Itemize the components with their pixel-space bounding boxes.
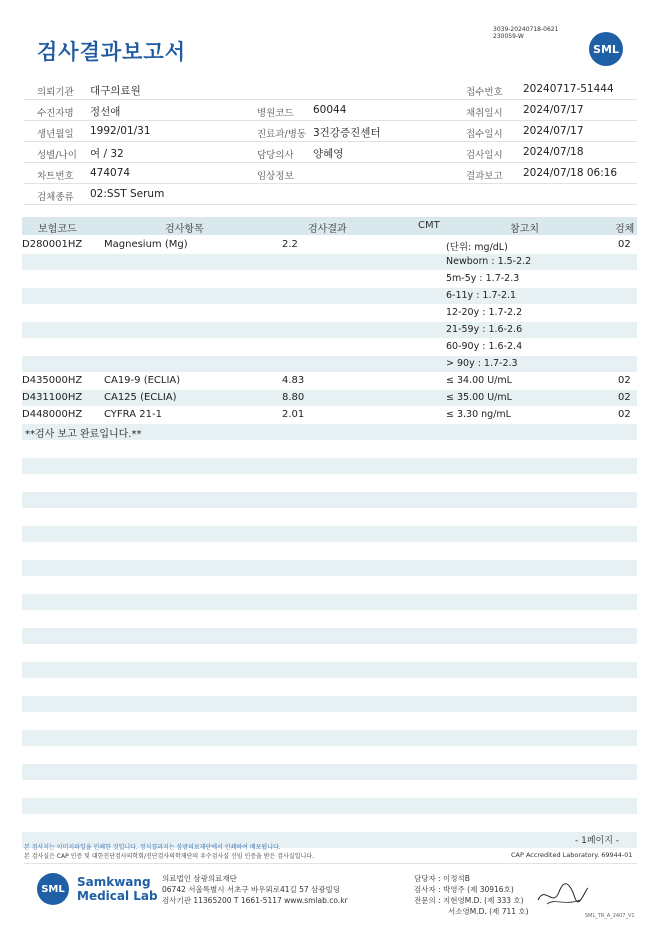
table-stripe-row: [22, 662, 637, 678]
table-stripe-row: [22, 730, 637, 746]
footer-divider: [24, 863, 637, 864]
table-stripe-row: [22, 322, 637, 338]
document-id: 3039-20240718-0621 230059-W: [493, 26, 559, 40]
row-code: D435000HZ: [22, 375, 83, 386]
info-value: 3건강증진센터: [313, 127, 381, 139]
info-label: 접수일시: [466, 129, 503, 140]
row-specimen: 02: [618, 392, 631, 403]
info-label: 검사일시: [466, 150, 503, 161]
row-reference: ≤ 3.30 ng/mL: [446, 409, 511, 420]
info-label: 의뢰기관: [37, 87, 74, 98]
header-reference: 참고치: [510, 224, 539, 235]
samkwang-logo-text: Samkwang Medical Lab: [77, 875, 158, 903]
row-reference: ≤ 35.00 U/mL: [446, 392, 512, 403]
row-specimen: 02: [618, 409, 631, 420]
form-id: SML_TR_A_2407_V1: [585, 913, 635, 919]
info-label: 임상정보: [257, 171, 294, 182]
info-label: 접수번호: [466, 87, 503, 98]
header-code: 보험코드: [38, 224, 77, 235]
row-reference: Newborn : 1.5-2.2: [446, 256, 532, 267]
row-code: D431100HZ: [22, 392, 83, 403]
info-value: 60044: [313, 104, 347, 116]
cap-accreditation: CAP Accredited Laboratory. 69944-01: [511, 851, 633, 859]
info-label: 차트번호: [37, 171, 74, 182]
row-specimen: 02: [618, 239, 631, 250]
info-value: 2024/07/17: [523, 125, 584, 137]
info-label: 진료과/병동: [257, 129, 307, 140]
staff-info: 담당자 : 이정석B 검사자 : 박영주 (제 30916호) 전문의 : 지현영M.D. (제 333 호) 서소영M.D. (제 711 호): [414, 874, 529, 916]
page-number: - 1페이지 -: [575, 836, 620, 846]
table-stripe-row: [22, 356, 637, 372]
table-stripe-row: [22, 628, 637, 644]
footer-note-print: 본 검사지는 이미지파일을 인쇄한 것입니다. 정식결과지는 삼광의료재단에서 인쇄하여 배포됩니다.: [24, 844, 281, 851]
info-value: 2024/07/18 06:16: [523, 167, 618, 179]
row-result: 8.80: [282, 392, 305, 403]
info-value: 대구의료원: [90, 85, 141, 97]
info-row-divider: [24, 141, 637, 142]
signature-image: [535, 880, 590, 910]
row-reference: ≤ 34.00 U/mL: [446, 375, 512, 386]
header-specimen: 검체: [615, 224, 635, 235]
info-row-divider: [24, 183, 637, 184]
row-result: 2.01: [282, 409, 305, 420]
info-value: 02:SST Serum: [90, 188, 165, 200]
info-label: 채취일시: [466, 108, 503, 119]
info-row-divider: [24, 204, 637, 205]
row-reference: 21-59y : 1.6-2.6: [446, 324, 523, 335]
header-item: 검사항목: [165, 224, 204, 235]
row-code: D448000HZ: [22, 409, 83, 420]
info-row-divider: [24, 99, 637, 100]
info-label: 병원코드: [257, 108, 294, 119]
table-stripe-row: [22, 594, 637, 610]
table-stripe-row: [22, 560, 637, 576]
row-reference: 12-20y : 1.7-2.2: [446, 307, 523, 318]
info-value: 2024/07/18: [523, 146, 584, 158]
report-complete-note: **검사 보고 완료입니다.**: [25, 429, 142, 440]
table-stripe-row: [22, 764, 637, 780]
info-label: 생년월일: [37, 129, 74, 140]
info-label: 담당의사: [257, 150, 294, 161]
table-stripe-row: [22, 288, 637, 304]
row-reference: > 90y : 1.7-2.3: [446, 358, 518, 369]
row-reference: 60-90y : 1.6-2.4: [446, 341, 523, 352]
table-stripe-row: [22, 458, 637, 474]
row-item: CA19-9 (ECLIA): [104, 375, 181, 386]
info-row-divider: [24, 162, 637, 163]
organization-info: 의료법인 삼광의료재단 06742 서울특별시 서초구 바우뫼로41길 57 삼광빌딩 검사기관 11365200 T 1661-5117 www.smlab.co.kr: [162, 874, 348, 905]
row-result: 4.83: [282, 375, 305, 386]
row-code: D280001HZ: [22, 239, 83, 250]
sml-logo: SML: [589, 32, 623, 66]
row-result: 2.2: [282, 239, 298, 250]
info-row-divider: [24, 120, 637, 121]
info-label: 결과보고: [466, 171, 503, 182]
info-value: 474074: [90, 167, 131, 179]
info-value: 20240717-51444: [523, 83, 614, 95]
info-value: 양혜영: [313, 148, 344, 160]
table-stripe-row: [22, 526, 637, 542]
sml-footer-logo: SML: [37, 873, 69, 905]
info-label: 성별/나이: [37, 150, 77, 161]
header-cmt: CMT: [418, 220, 440, 231]
table-stripe-row: [22, 696, 637, 712]
table-stripe-row: [22, 254, 637, 270]
header-result: 검사결과: [308, 224, 347, 235]
info-value: 2024/07/17: [523, 104, 584, 116]
report-title: 검사결과보고서: [37, 40, 187, 64]
row-item: Magnesium (Mg): [104, 239, 188, 250]
table-stripe-row: [22, 798, 637, 814]
row-reference: (단위: mg/dL): [446, 242, 508, 253]
row-reference: 5m-5y : 1.7-2.3: [446, 273, 520, 284]
info-value: 정선애: [90, 106, 121, 118]
row-item: CYFRA 21-1: [104, 409, 162, 420]
footer-note-cap: 본 검사실은 CAP 인증 및 대한진단검사의학회/진단검사의학재단의 우수검사실 신임 인증을 받은 검사실입니다.: [24, 853, 314, 860]
info-label: 수진자명: [37, 108, 74, 119]
row-specimen: 02: [618, 375, 631, 386]
info-value: 여 / 32: [90, 148, 124, 160]
info-value: 1992/01/31: [90, 125, 151, 137]
info-label: 검체종류: [37, 192, 74, 203]
table-stripe-row: [22, 492, 637, 508]
row-item: CA125 (ECLIA): [104, 392, 177, 403]
row-reference: 6-11y : 1.7-2.1: [446, 290, 517, 301]
